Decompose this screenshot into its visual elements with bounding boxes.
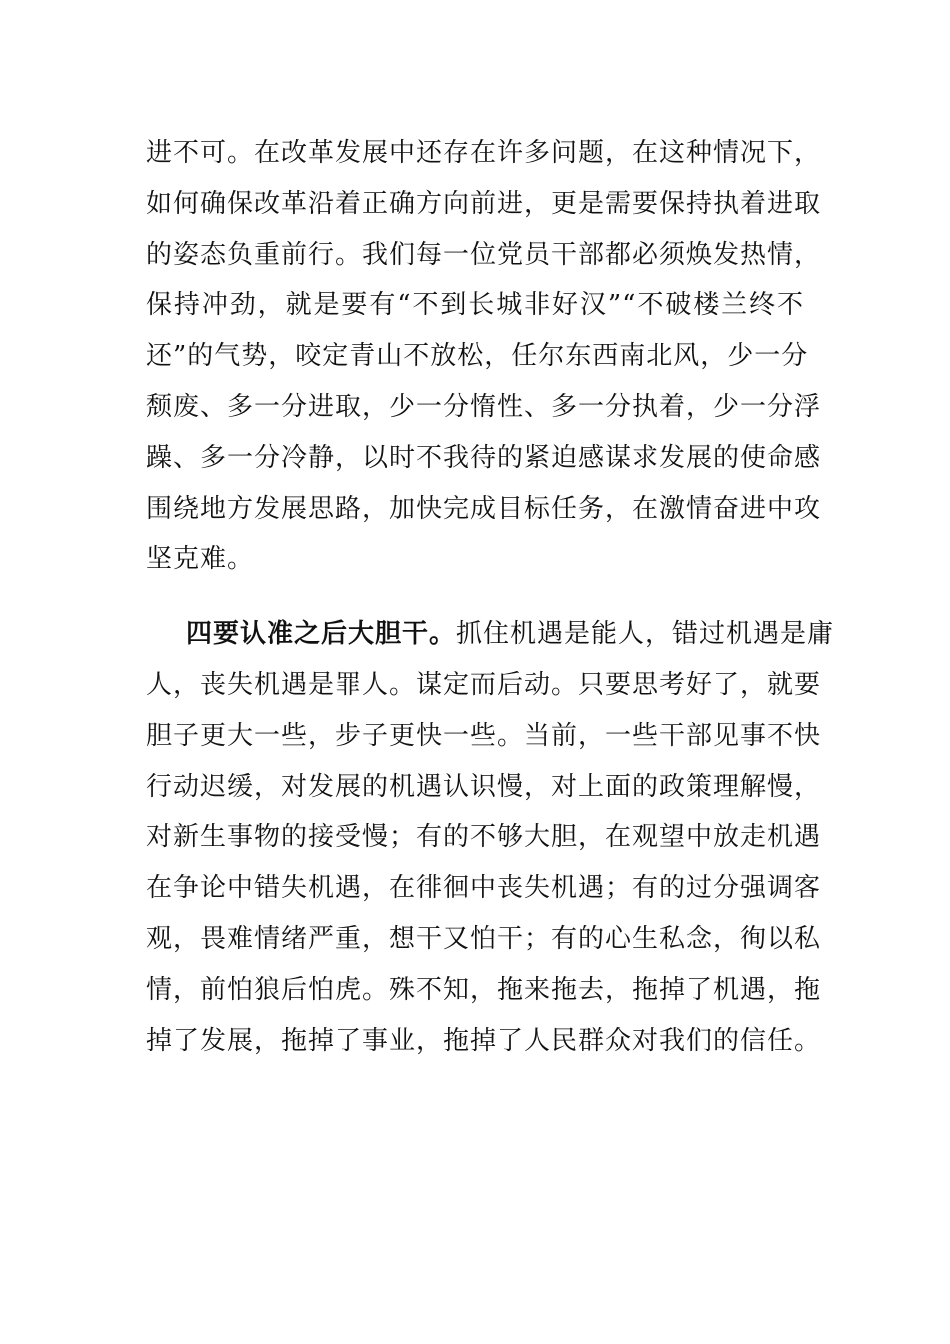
text-line: 围绕地方发展思路，加快完成目标任务，在激情奋进中攻 <box>146 493 822 524</box>
document-body <box>146 128 835 1066</box>
text-line: 进不可。在改革发展中还存在许多问题，在这种情况下， <box>146 138 822 168</box>
text-line: 行动迟缓，对发展的机遇认识慢，对上面的政策理解慢， <box>146 771 822 802</box>
paragraph-heading: 四要认准之后大胆干。 <box>186 619 457 650</box>
text-line: 掉了发展，拖掉了事业，拖掉了人民群众对我们的信任。 <box>146 1025 822 1056</box>
paragraph-2 <box>146 609 835 1066</box>
text-line: 保持冲劲，就是要有“不到长城非好汉”“不破楼兰终不 <box>146 290 804 321</box>
text-line: 人，丧失机遇是罪人。谋定而后动。只要思考好了，就要 <box>146 669 822 700</box>
text-line: 如何确保改革沿着正确方向前进，更是需要保持执着进取 <box>146 188 822 219</box>
text-line: 还”的气势，咬定青山不放松，任尔东西南北风，少一分 <box>146 341 809 372</box>
paragraph-spacer <box>146 585 804 609</box>
text-line: 观，畏难情绪严重，想干又怕干；有的心生私念，徇以私 <box>146 923 822 954</box>
text-line: 胆子更大一些，步子更快一些。当前，一些干部见事不快 <box>146 720 822 751</box>
text-line: 躁、多一分冷静，以时不我待的紧迫感谋求发展的使命感 <box>146 442 822 473</box>
text-line: 在争论中错失机遇，在徘徊中丧失机遇；有的过分强调客 <box>146 873 822 904</box>
text-line-with-heading <box>146 609 835 660</box>
text-line: 的姿态负重前行。我们每一位党员干部都必须焕发热情， <box>146 239 822 270</box>
text-line: 对新生事物的接受慢；有的不够大胆，在观望中放走机遇 <box>146 822 822 853</box>
text-line: 颓废、多一分进取，少一分惰性、多一分执着，少一分浮 <box>146 391 822 422</box>
paragraph-1 <box>146 128 822 585</box>
text-run: 抓住机遇是能人，错过机遇是庸 <box>456 619 835 650</box>
text-line: 情，前怕狼后怕虎。殊不知，拖来拖去，拖掉了机遇，拖 <box>146 974 822 1005</box>
text-line: 坚克难。 <box>146 544 255 575</box>
